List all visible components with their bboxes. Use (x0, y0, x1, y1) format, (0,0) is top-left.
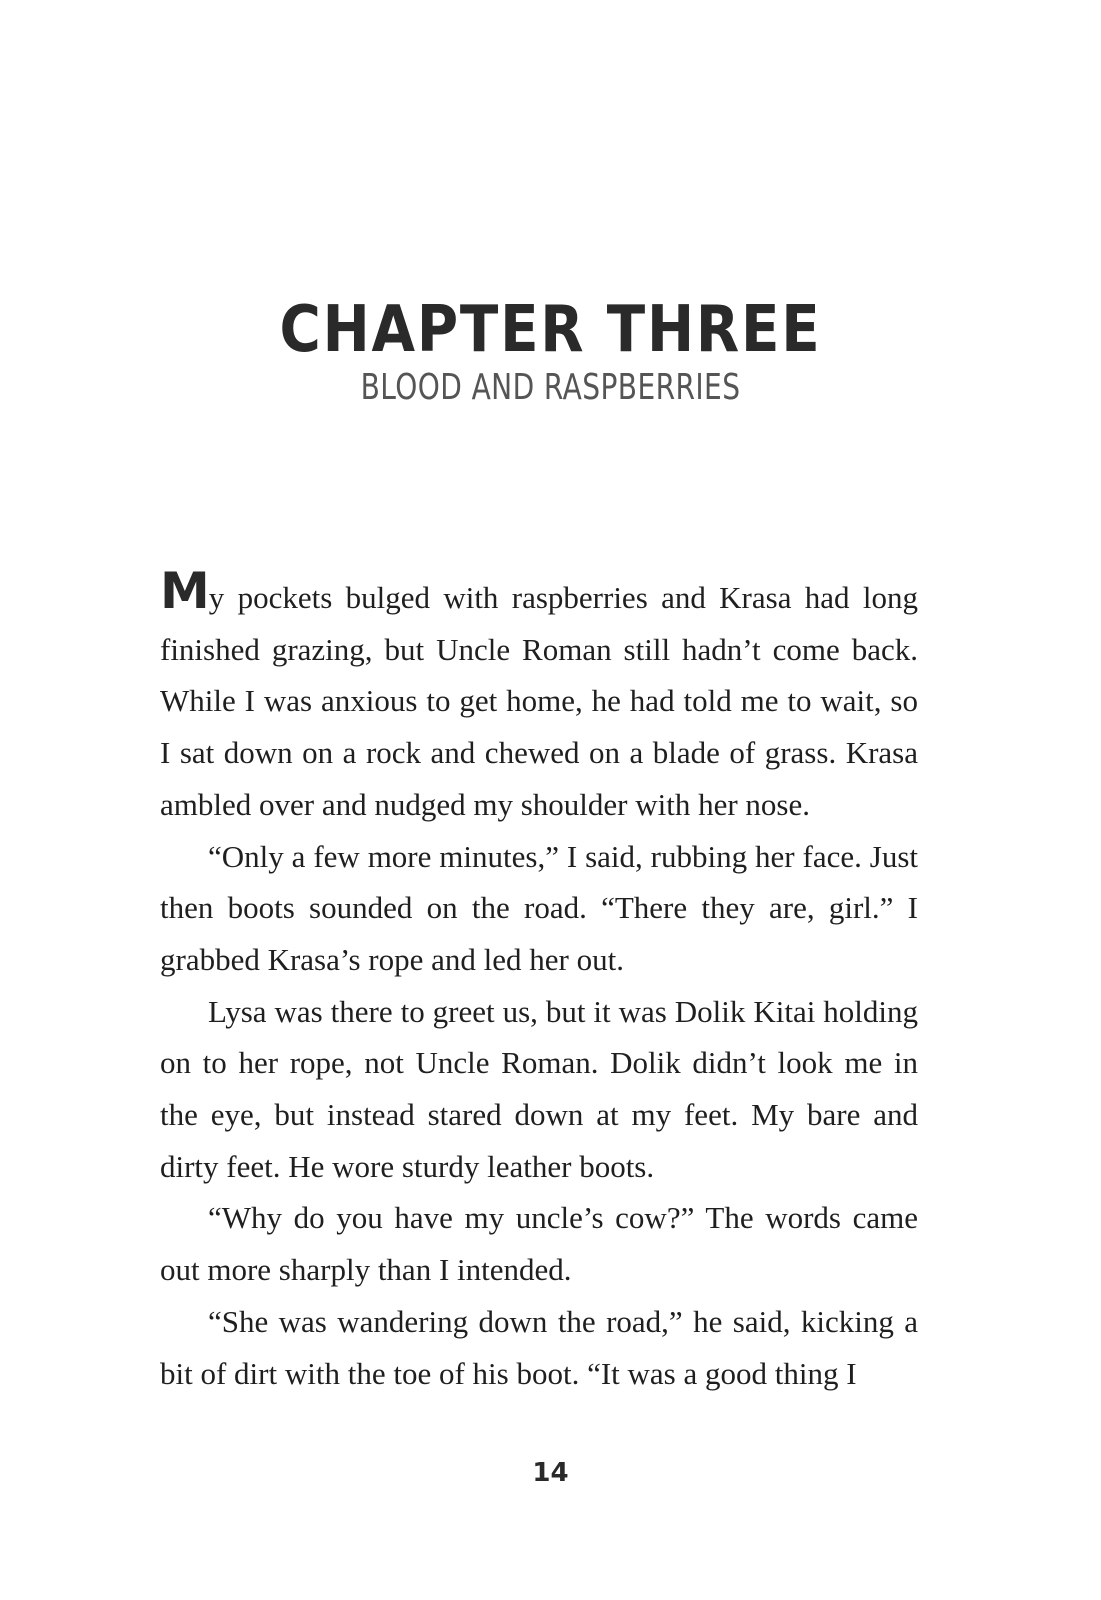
paragraph: “Only a few more minutes,” I said, rubbing her face. Just then boots sounded on the road. “There they are, girl.” I grabbed Krasa’s rope and led her out. (160, 838, 918, 977)
drop-cap: M (160, 562, 209, 620)
paragraph: “She was wandering down the road,” he said, kicking a bit of dirt with the toe of his boot. “It was a good thing I (160, 1303, 918, 1391)
page-number: 14 (532, 1458, 569, 1488)
chapter-body (160, 562, 918, 1399)
chapter-heading (0, 292, 1101, 410)
paragraph-text: y pockets bulged with raspberries and Krasa had long finished grazing, but Uncle Roman still hadn’t come back. While I was anxious to get home, he had told me to wait, so I sat down on a rock and chewed on a blade of grass. Krasa ambled over and nudged my shoulder with her nose. (160, 580, 918, 822)
paragraph (160, 562, 918, 831)
paragraph: “Why do you have my uncle’s cow?” The words came out more sharply than I intended. (160, 1200, 918, 1288)
paragraph: Lysa was there to greet us, but it was Dolik Kitai holding on to her rope, not Uncle Roman. Dolik didn’t look me in the eye, but instead stared down at my feet. My bare and dirty feet. He wore sturdy leather boots. (160, 993, 918, 1184)
chapter-title: CHAPTER THREE (279, 293, 822, 367)
chapter-subtitle: BLOOD AND RASPBERRIES (360, 367, 741, 408)
